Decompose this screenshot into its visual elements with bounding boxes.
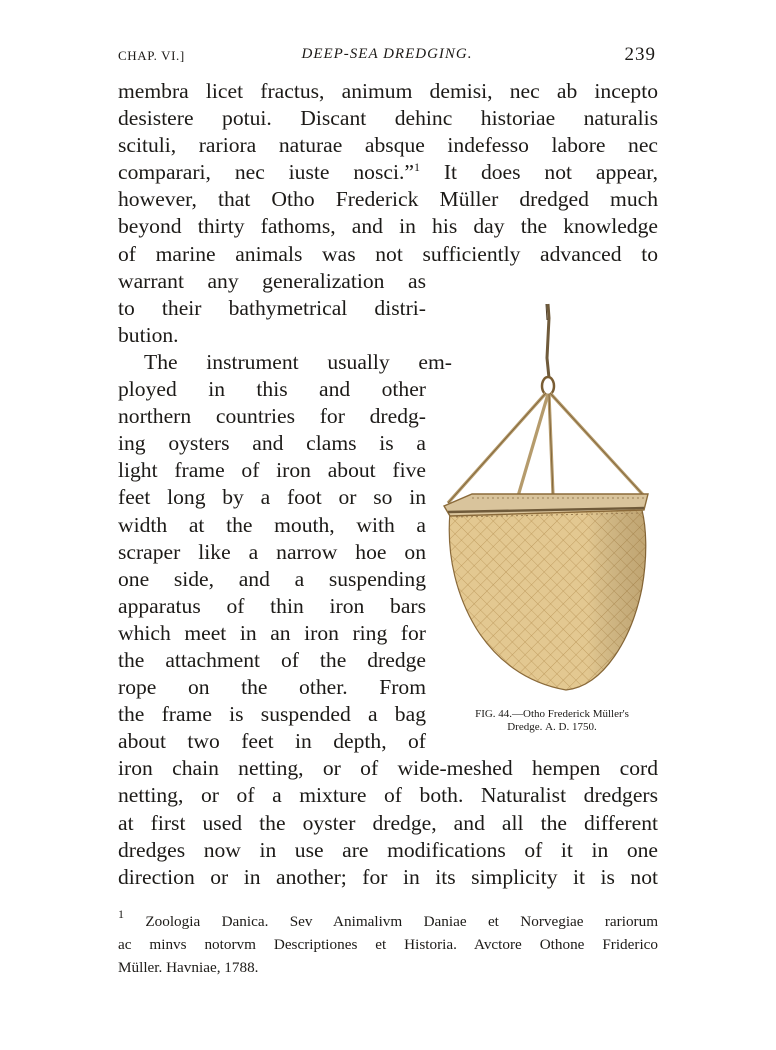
text-line: netting, or of a mixture of both. Naturalist dredgers bbox=[118, 783, 658, 808]
caption-line bbox=[452, 721, 652, 734]
text-line: at first used the oyster dredge, and all the different bbox=[118, 810, 658, 835]
text-line: rope on the other. From bbox=[118, 675, 426, 700]
footnote-text: Zoologia Danica. Sev Animalivm Daniae et Norvegiae rariorum bbox=[145, 913, 659, 930]
text-fragment: comparari, nec iuste nosci. bbox=[118, 160, 405, 185]
text-line: bution. bbox=[118, 322, 179, 347]
text-line-with-footnote bbox=[118, 159, 658, 186]
text-line: however, that Otho Frederick Müller dredged much bbox=[118, 187, 658, 212]
text-line: iron chain netting, or of wide-meshed hempen cord bbox=[118, 756, 658, 781]
text-line: ployed in this and other bbox=[118, 377, 426, 402]
text-line: apparatus of thin iron bars bbox=[118, 593, 426, 618]
caption-era: A. D. bbox=[545, 721, 570, 733]
caption-text: Dredge. bbox=[507, 721, 543, 733]
caption-year: 1750. bbox=[572, 721, 597, 733]
text-line: which meet in an iron ring for bbox=[118, 620, 426, 645]
text-line: the attachment of the dredge bbox=[118, 647, 426, 672]
text-line: warrant any generalization as bbox=[118, 268, 426, 293]
text-fragment: It does not appear, bbox=[443, 160, 658, 185]
chapter-label: CHAP. VI.] bbox=[118, 48, 185, 63]
footnote-line: ac minvs notorvm Descriptiones et Historia. Avctore Othone Friderico bbox=[118, 936, 658, 953]
dredge-illustration bbox=[436, 298, 658, 708]
text-line: the frame is suspended a bag bbox=[118, 702, 426, 727]
dredge-drawing bbox=[436, 298, 658, 708]
text-line: light frame of iron about five bbox=[118, 458, 426, 483]
text-line: desistere potui. Discant dehinc historiae naturalis bbox=[118, 106, 658, 131]
text-line: scituli, rariora naturae absque indefesso labore nec bbox=[118, 133, 658, 158]
text-line: to their bathymetrical distri- bbox=[118, 295, 426, 320]
text-line: northern countries for dredg- bbox=[118, 404, 426, 429]
text-line: The instrument usually em- bbox=[144, 349, 452, 374]
footnote-line: Müller. Havniae, 1788. bbox=[118, 959, 259, 976]
text-line: direction or in another; for in its simplicity it is not bbox=[118, 864, 658, 889]
page-number: 239 bbox=[624, 44, 656, 65]
text-line: scraper like a narrow hoe on bbox=[118, 539, 426, 564]
footnote-marker: 1 bbox=[118, 907, 124, 921]
caption-line: FIG. 44.—Otho Frederick Müller's bbox=[475, 708, 629, 720]
text-line: dredges now in use are modifications of it in one bbox=[118, 837, 658, 862]
text-line: ing oysters and clams is a bbox=[118, 431, 426, 456]
footnote bbox=[118, 907, 659, 979]
text-line: width at the mouth, with a bbox=[118, 512, 426, 537]
quote-mark: ” bbox=[404, 160, 414, 185]
text-line: feet long by a foot or so in bbox=[118, 485, 426, 510]
text-line: of marine animals was not sufficiently advanced to bbox=[118, 241, 658, 266]
text-line: about two feet in depth, of bbox=[118, 729, 426, 754]
running-header bbox=[118, 44, 656, 70]
footnote-line bbox=[118, 907, 659, 933]
text-line: beyond thirty fathoms, and in his day the knowledge bbox=[118, 214, 658, 239]
running-title: DEEP-SEA DREDGING. bbox=[301, 46, 473, 62]
text-line: one side, and a suspending bbox=[118, 566, 426, 591]
figure-caption bbox=[452, 708, 652, 734]
text-line: membra licet fractus, animum demisi, nec ab incepto bbox=[118, 79, 658, 103]
footnote-reference[interactable]: 1 bbox=[413, 160, 420, 175]
